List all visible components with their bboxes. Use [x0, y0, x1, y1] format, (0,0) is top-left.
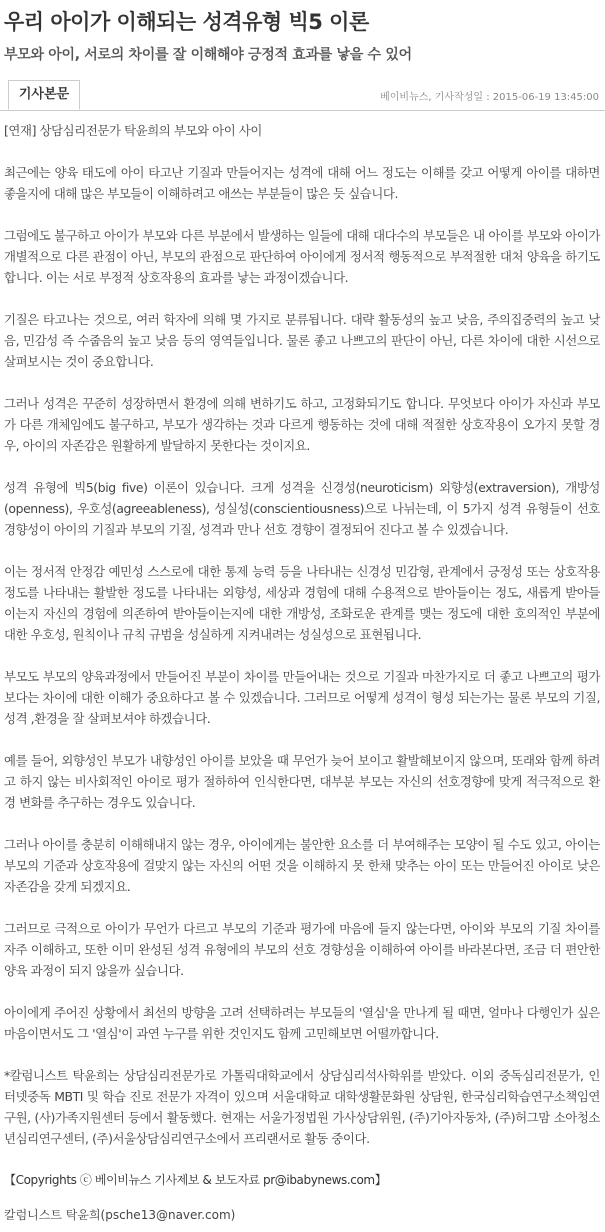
paragraph: 부모도 부모의 양육과정에서 만들어진 부분이 차이를 만들어내는 것으로 기질과 마찬가지로 더 좋고 나쁘고의 평가보다는 차이에 대한 이해가 중요하다고 볼 수 있겠습니다. 그러므로 어떻게 성격이 형성 되는가는 물론 부모의 기질, 성격 ,환경을 잘 살펴보셔야 하겠습니다.	[4, 669, 600, 726]
author-byline[interactable]: 칼럼니스트 탁윤희(psche13@naver.com)	[4, 1208, 236, 1222]
paragraph: 그럼에도 불구하고 아이가 부모와 다른 부분에서 발생하는 일들에 대해 대다수의 부모들은 내 아이를 부모와 아이가 개별적으로 다른 관점이 아닌, 부모의 관점으로 판단하여 아이에게 정서적 행동적으로 부적절한 대처 양육을 하기도 합니다. 이는 서로 부정적 상호작용의 효과를 낳는 과정이겠습니다.	[4, 228, 600, 285]
author-bio: *칼럼니스트 탁윤희는 상담심리전문가로 가톨릭대학교에서 상담심리석사학위를 받았다. 이외 중독심리전문가, 인터넷중독 MBTI 및 학습 진로 전문가 자격이 있으며 서울대학교 대학생활문화원 상담원, 한국심리학습연구소책임연구원, (사)가족지원센터 등에서 활동했다. 현재는 서울가정법원 가사상담위원, (주)기아자동차, (주)허그맘 소아청소년심리연구센터, (주)서울상담심리연구소에서 프리랜서로 활동 중이다.	[4, 1068, 600, 1146]
paragraph: 그러나 성격은 꾸준히 성장하면서 환경에 의해 변하기도 하고, 고정화되기도 합니다. 무엇보다 아이가 자신과 부모가 다른 개체임에도 불구하고, 부모가 생각하는 것과 다르게 행동하는 것에 대해 적절한 상호작용이 오가지 못할 경우, 아이의 자존감은 원활하게 발달하지 못한다는 것이지요.	[4, 396, 600, 453]
series-label: [연재] 상담심리전문가 탁윤희의 부모와 아이 사이	[4, 123, 262, 138]
paragraph: 그러므로 극적으로 아이가 무언가 다르고 부모의 기준과 평가에 마음에 들지 않는다면, 아이와 부모의 기질 차이를 자주 이해하고, 또한 이미 완성된 성격 유형에의 부모의 선호 경향성을 이해하여 아이를 바라본다면, 조금 더 편안한 양육 과정이 되지 않을까 싶습니다.	[4, 921, 600, 978]
article-tab-bar	[0, 80, 605, 111]
article-body	[4, 120, 600, 1212]
paragraph: 성격 유형에 빅5(big five) 이론이 있습니다. 크게 성격을 신경성(neuroticism) 외향성(extraversion), 개방성(openness), 우호성(agreeableness), 성실성(conscientiousness)으로 나뉘는데, 이 5가지 성격 유형들이 선호 경향성이 아이의 기질과 부모의 기질, 성격과 만나 선호 경향이 결정되어 진다고 볼 수 있겠습니다.	[4, 480, 600, 537]
paragraph: 예를 들어, 외향성인 부모가 내향성인 아이를 보았을 때 무언가 늦어 보이고 활발해보이지 않으며, 또래와 함께 하려고 하지 않는 비사회적인 아이로 평가 절하하여 인식한다면, 대부분 부모는 자신의 선호경향에 맞게 적극적으로 환경 변화를 추구하는 경우도 있습니다.	[4, 753, 600, 810]
paragraph: 이는 정서적 안정감 예민성 스스로에 대한 통제 능력 등을 나타내는 신경성 민감형, 관계에서 긍정성 또는 상호작용 정도를 나타내는 활발한 정도를 나타내는 외향성, 세상과 경험에 대해 수용적으로 받아들이는 정도, 새롭게 받아들이는지 자신의 경험에 의존하여 받아들이는지에 대한 개방성, 조화로운 관계를 맺는 정도에 대한 호의적인 부분에 대한 우호성, 원칙이나 규칙 규범을 성실하게 지켜내려는 성실성으로 표현됩니다.	[4, 564, 600, 642]
copyright-notice: 【Copyrights ⓒ 베이비뉴스 기사제보 & 보도자료 pr@ibabynews.com】	[4, 1173, 387, 1187]
paragraph: 그러나 아이를 충분히 이해해내지 않는 경우, 아이에게는 불안한 요소를 더 부여해주는 모양이 될 수도 있고, 아이는 부모의 기준과 상호작용에 걸맞지 않는 자신의 어떤 것을 이해하지 못 한채 맞추는 아이 또는 만들어진 아이로 낮은 자존감을 갖게 되겠지요.	[4, 837, 600, 894]
tab-article-body[interactable]: 기사본문	[8, 80, 80, 110]
paragraph: 최근에는 양육 태도에 아이 타고난 기질과 만들어지는 성격에 대해 어느 정도는 이해를 갖고 어떻게 아이를 대하면 좋을지에 대해 많은 부모들이 이해하려고 애쓰는 부분들이 많은 듯 싶습니다.	[4, 165, 600, 201]
article-subtitle: 부모와 아이, 서로의 차이를 잘 이해해야 긍정적 효과를 낳을 수 있어	[4, 47, 412, 63]
article-meta: 베이비뉴스, 기사작성일 : 2015-06-19 13:45:00	[380, 92, 599, 103]
paragraph: 아이에게 주어진 상황에서 최선의 방향을 고려 선택하려는 부모들의 '열심'을 만나게 될 때면, 얼마나 다행인가 싶은 마음이면서도 그 '열심'이 과연 누구를 위한 것인지도 함께 고민해보면 어떨까합니다.	[4, 1005, 600, 1041]
paragraph: 기질은 타고나는 것으로, 여러 학자에 의해 몇 가지로 분류됩니다. 대략 활동성의 높고 낮음, 주의집중력의 높고 낮음, 민감성 즉 수줍음의 높고 낮음 등의 영역들입니다. 물론 좋고 나쁘고의 판단이 아닌, 다른 차이에 대한 시선으로 살펴보시는 것이 중요합니다.	[4, 312, 600, 369]
article-title: 우리 아이가 이해되는 성격유형 빅5 이론	[4, 10, 369, 34]
